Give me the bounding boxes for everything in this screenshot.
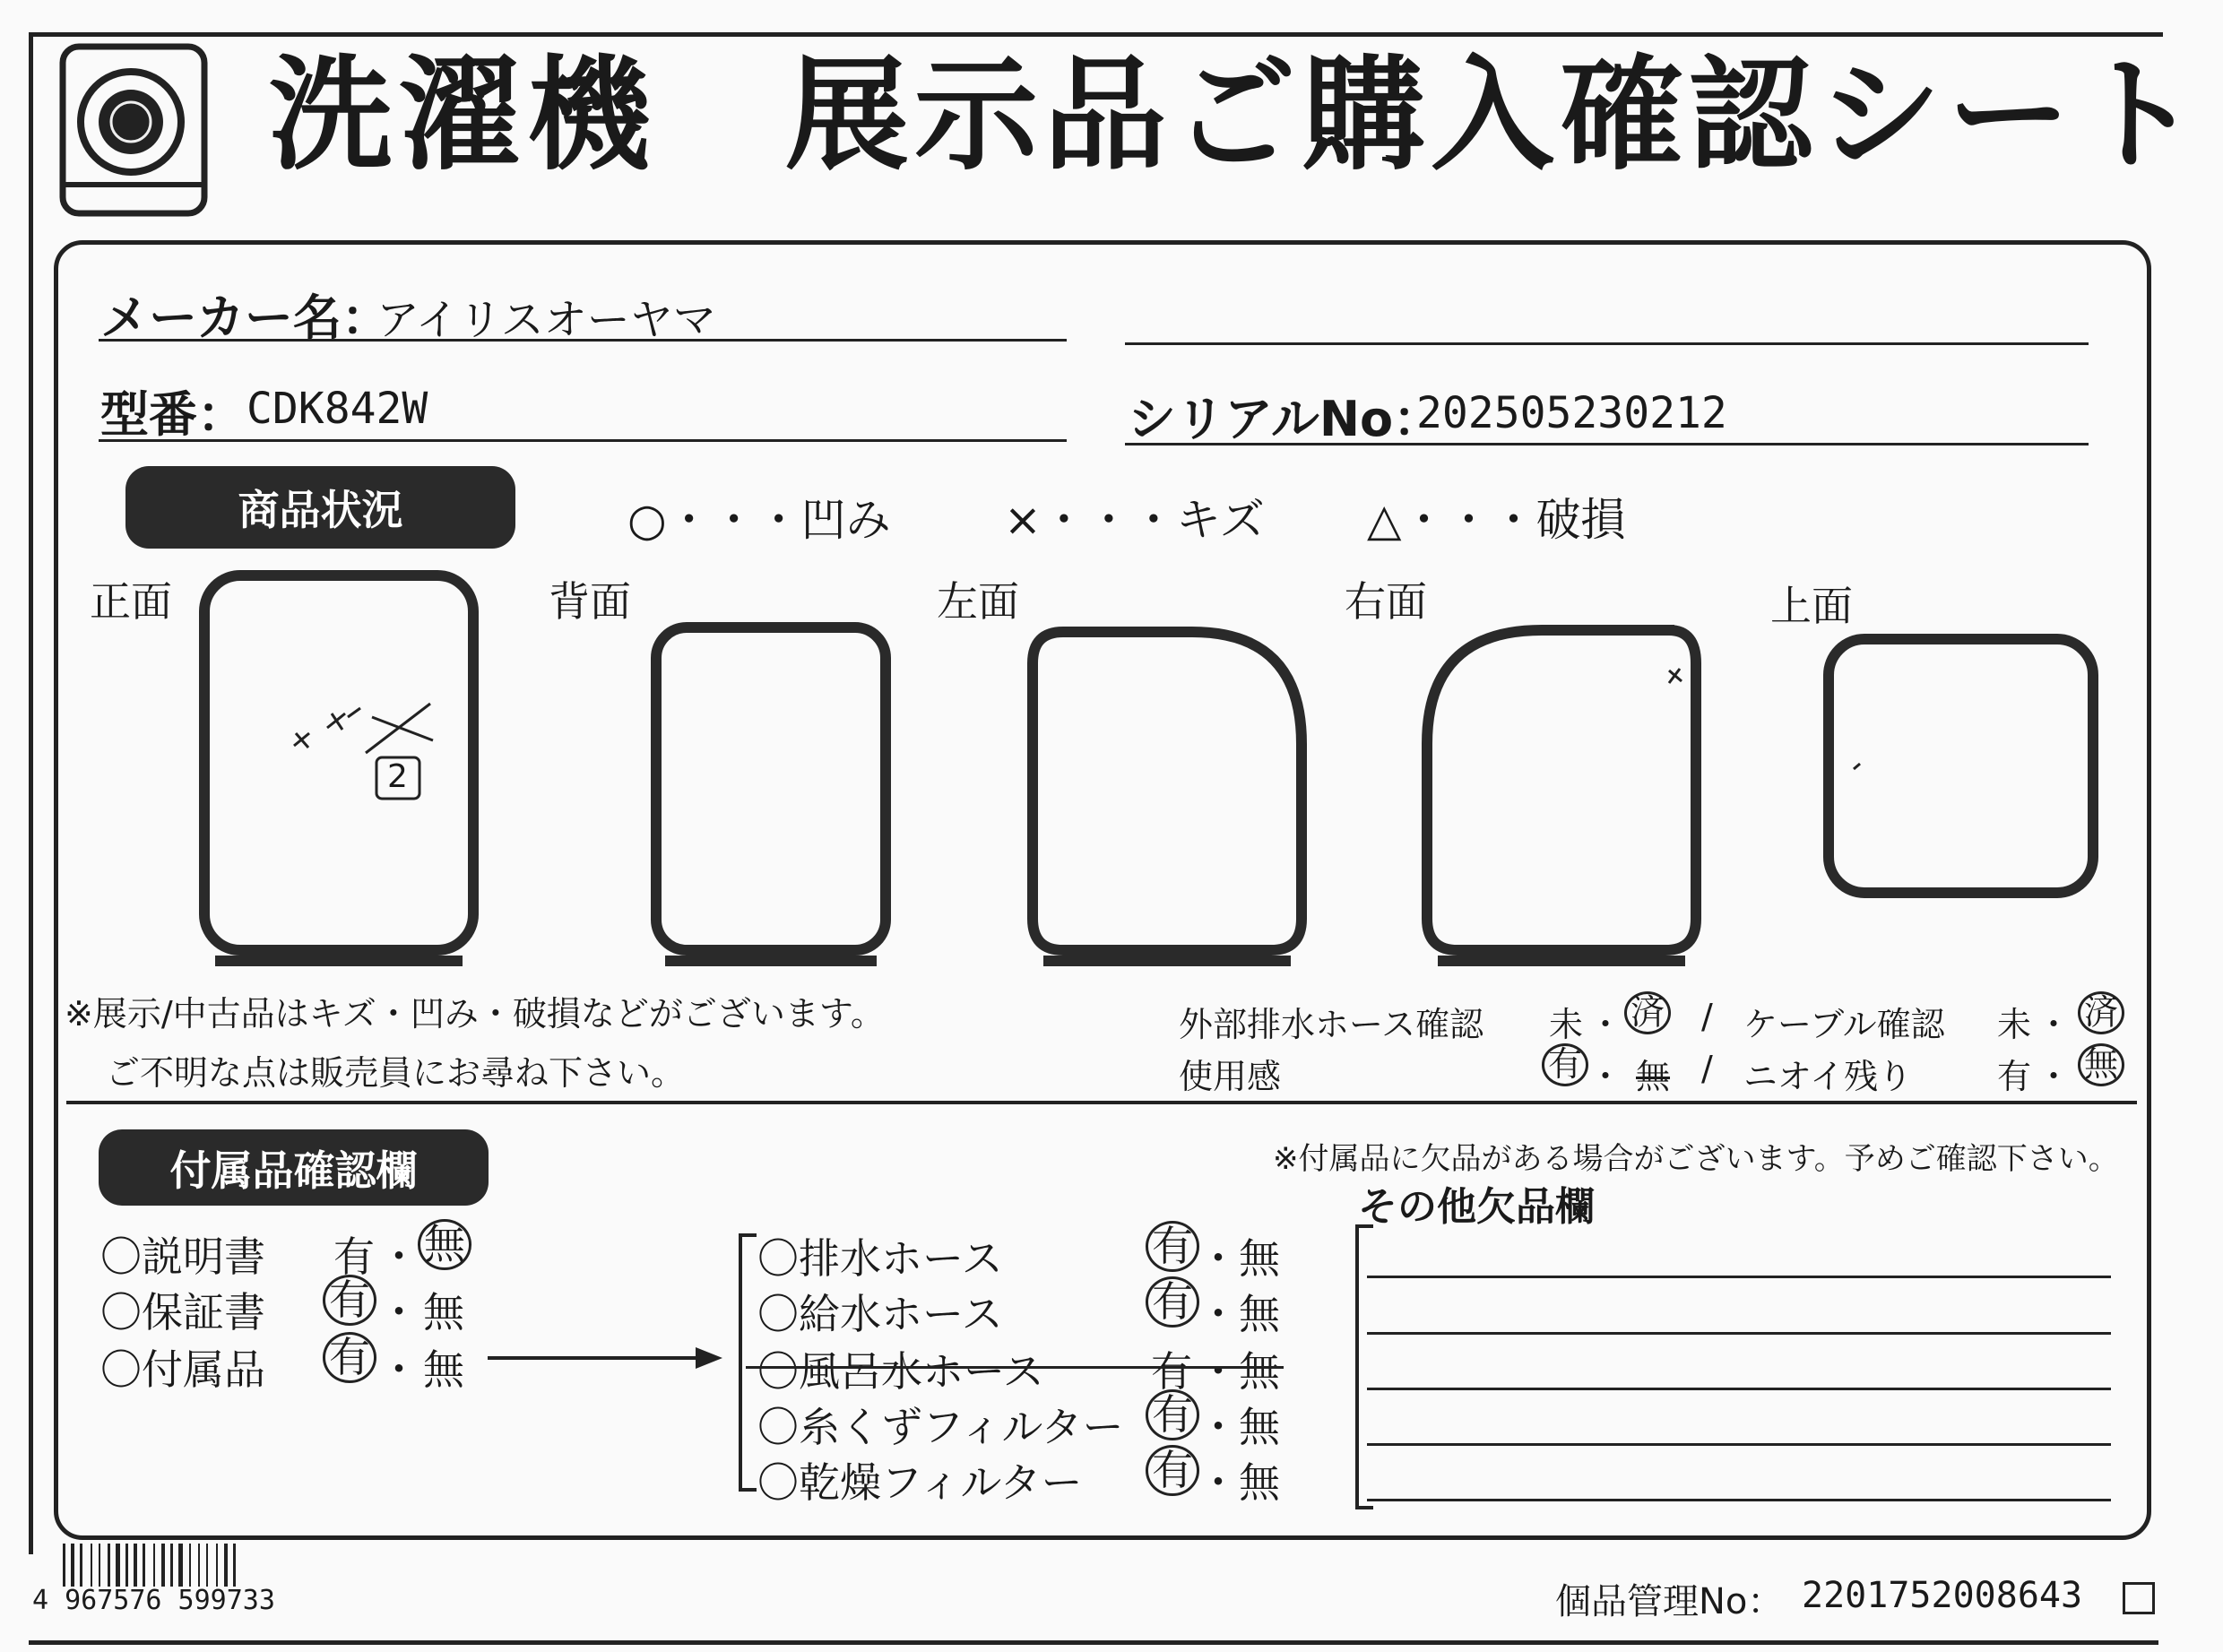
barcode-bar: [80, 1544, 82, 1587]
dot-separator: ・: [2037, 1057, 2072, 1096]
legend-scratch-symbol: ×: [1004, 494, 1042, 546]
barcode-bar: [108, 1544, 110, 1587]
odor-option-yes[interactable]: 有: [1997, 1057, 2032, 1096]
barcode-bar: [143, 1544, 145, 1587]
dot-separator: ・: [1198, 1403, 1239, 1451]
diagram-front: [204, 575, 473, 961]
face-label-right: 右面: [1345, 577, 1427, 626]
dot-separator: ・: [378, 1345, 420, 1394]
water-hose-option-no[interactable]: 無: [1239, 1290, 1280, 1338]
barcode-bar: [216, 1544, 218, 1587]
lint-filter-option-yes[interactable]: 有: [1146, 1389, 1199, 1440]
accessory-warranty: 〇保証書: [100, 1288, 265, 1336]
serial-label: シリアルNo：: [1128, 391, 1442, 447]
barcode-bar: [125, 1544, 128, 1587]
dot-separator: ・: [378, 1233, 420, 1281]
arrow-icon: [484, 1340, 726, 1376]
face-label-top: 上面: [1770, 582, 1853, 630]
bath-hose-option-no[interactable]: 無: [1239, 1347, 1280, 1396]
legend-dent-text: ・・・凹み: [666, 494, 891, 546]
other-missing-bracket: [1352, 1219, 1379, 1515]
diagram-left: [1033, 632, 1302, 961]
diagram-back: [656, 627, 886, 961]
legend-dent-symbol: ○: [627, 494, 667, 546]
dot-separator: ・: [1198, 1234, 1239, 1283]
warranty-option-no[interactable]: 無: [423, 1288, 464, 1336]
barcode-bar: [198, 1544, 200, 1587]
dot-separator: ・: [1588, 1005, 1623, 1044]
barcode-bar: [63, 1544, 65, 1587]
other-missing-line-4[interactable]: [1367, 1443, 2111, 1446]
accessory-manual: 〇説明書: [100, 1233, 265, 1281]
face-label-front: 正面: [90, 577, 172, 626]
disclaimer-line-1: ※展示/中古品はキズ・凹み・破損などがございます。: [65, 994, 885, 1034]
drain-hose-option-yes[interactable]: 有: [1146, 1221, 1199, 1272]
parts-option-no[interactable]: 無: [423, 1345, 464, 1394]
front-scratch-marks: [294, 669, 1860, 769]
barcode-bar: [178, 1544, 183, 1587]
accessory-parts: 〇付属品: [100, 1345, 265, 1394]
odor-label: ニオイ残り: [1743, 1057, 1913, 1096]
usage-label: 使用感: [1179, 1057, 1282, 1096]
barcode-bar: [161, 1544, 165, 1587]
barcode-bar: [153, 1544, 155, 1587]
barcode-bar: [189, 1544, 191, 1587]
cable-check-label: ケーブル確認: [1743, 1005, 1945, 1044]
diagram-right: [1427, 630, 1696, 961]
barcode-bar: [224, 1544, 228, 1587]
bath-hose-option-yes[interactable]: 有: [1151, 1347, 1192, 1396]
barcode-bar: [206, 1544, 208, 1587]
other-missing-line-2[interactable]: [1367, 1332, 2111, 1335]
barcode-bar: [170, 1544, 173, 1587]
dot-separator: ・: [1588, 1057, 1623, 1096]
cable-check-option-no[interactable]: 未: [1997, 1005, 2032, 1044]
maker-value[interactable]: アイリスオーヤマ: [376, 295, 716, 345]
accessories-section-title: 付属品確認欄: [99, 1129, 489, 1206]
legend-scratch-text: ・・・キズ: [1041, 494, 1265, 546]
slash-separator: /: [1701, 1049, 1713, 1088]
dot-separator: ・: [2037, 1005, 2072, 1044]
item-no-value: 2201752008643: [1802, 1575, 2083, 1616]
serial-value[interactable]: 202505230212: [1416, 388, 1727, 438]
legend-damage-symbol: △: [1367, 494, 1402, 546]
parts-option-yes[interactable]: 有: [323, 1332, 376, 1383]
front-annotation-number: 2: [387, 758, 408, 795]
legend-damage-text: ・・・破損: [1401, 494, 1626, 546]
dot-separator: ・: [1198, 1290, 1239, 1338]
condition-section-title: 商品状況: [125, 466, 515, 549]
dot-separator: ・: [1198, 1347, 1239, 1396]
dry-filter-option-no[interactable]: 無: [1239, 1458, 1280, 1507]
item-no-label: 個品管理No：: [1555, 1581, 1784, 1622]
dot-separator: ・: [1198, 1458, 1239, 1507]
barcode-bar: [71, 1544, 74, 1587]
barcode-number: 4 967576 599733: [32, 1585, 275, 1616]
sub-item-water-hose: 〇給水ホース: [757, 1290, 1003, 1338]
usage-option-no[interactable]: 無: [1636, 1057, 1671, 1096]
item-checkbox[interactable]: [2123, 1582, 2155, 1614]
bath-hose-strike-line: [746, 1366, 1284, 1369]
hose-check-label: 外部排水ホース確認: [1179, 1005, 1484, 1044]
lint-filter-option-no[interactable]: 無: [1239, 1403, 1280, 1451]
water-hose-option-yes[interactable]: 有: [1146, 1276, 1199, 1328]
sub-item-bath-hose: 〇風呂水ホース: [757, 1347, 1044, 1396]
other-missing-title: その他欠品欄: [1358, 1184, 1595, 1230]
dot-separator: ・: [378, 1288, 420, 1336]
odor-option-no[interactable]: 無: [2078, 1043, 2124, 1086]
sub-item-dry-filter: 〇乾燥フィルター: [757, 1458, 1083, 1507]
cable-check-option-yes[interactable]: 済: [2078, 991, 2124, 1034]
barcode-bar: [116, 1544, 120, 1587]
usage-option-yes[interactable]: 有: [1542, 1043, 1588, 1086]
other-missing-line-5[interactable]: [1367, 1499, 2111, 1501]
diagram-top: [1829, 639, 2093, 893]
model-label: 型番：: [100, 386, 246, 443]
section-divider: [66, 1101, 2137, 1104]
page-title: 洗濯機 展示品ご購入確認シート: [269, 43, 2206, 187]
drain-hose-option-no[interactable]: 無: [1239, 1234, 1280, 1283]
barcode-bar: [233, 1544, 236, 1587]
hose-check-option-no[interactable]: 未: [1549, 1005, 1584, 1044]
bottom-rule: [29, 1640, 2158, 1645]
manual-option-yes[interactable]: 有: [333, 1233, 375, 1281]
dry-filter-option-yes[interactable]: 有: [1146, 1445, 1199, 1496]
barcode-bar: [99, 1544, 100, 1587]
maker-label: メーカー名：: [100, 290, 390, 346]
sub-item-lint-filter: 〇糸くずフィルター: [757, 1403, 1124, 1451]
slash-separator: /: [1701, 997, 1713, 1036]
other-missing-line-1[interactable]: [1367, 1276, 2111, 1278]
manual-option-no[interactable]: 無: [418, 1219, 471, 1270]
other-missing-line-3[interactable]: [1367, 1388, 2111, 1390]
model-value[interactable]: CDK842W: [247, 384, 428, 434]
accessories-warning: ※付属品に欠品がある場合がございます。予めご確認下さい。: [1273, 1141, 2119, 1177]
barcode-bar: [134, 1544, 137, 1587]
face-label-back: 背面: [549, 577, 631, 626]
warranty-option-yes[interactable]: 有: [323, 1275, 376, 1326]
hose-check-option-yes[interactable]: 済: [1624, 991, 1671, 1034]
face-label-left: 左面: [937, 577, 1019, 626]
barcode-bar: [91, 1544, 92, 1587]
sub-item-drain-hose: 〇排水ホース: [757, 1234, 1003, 1283]
disclaimer-line-2: ご不明な点は販売員にお尋ね下さい。: [106, 1053, 686, 1093]
